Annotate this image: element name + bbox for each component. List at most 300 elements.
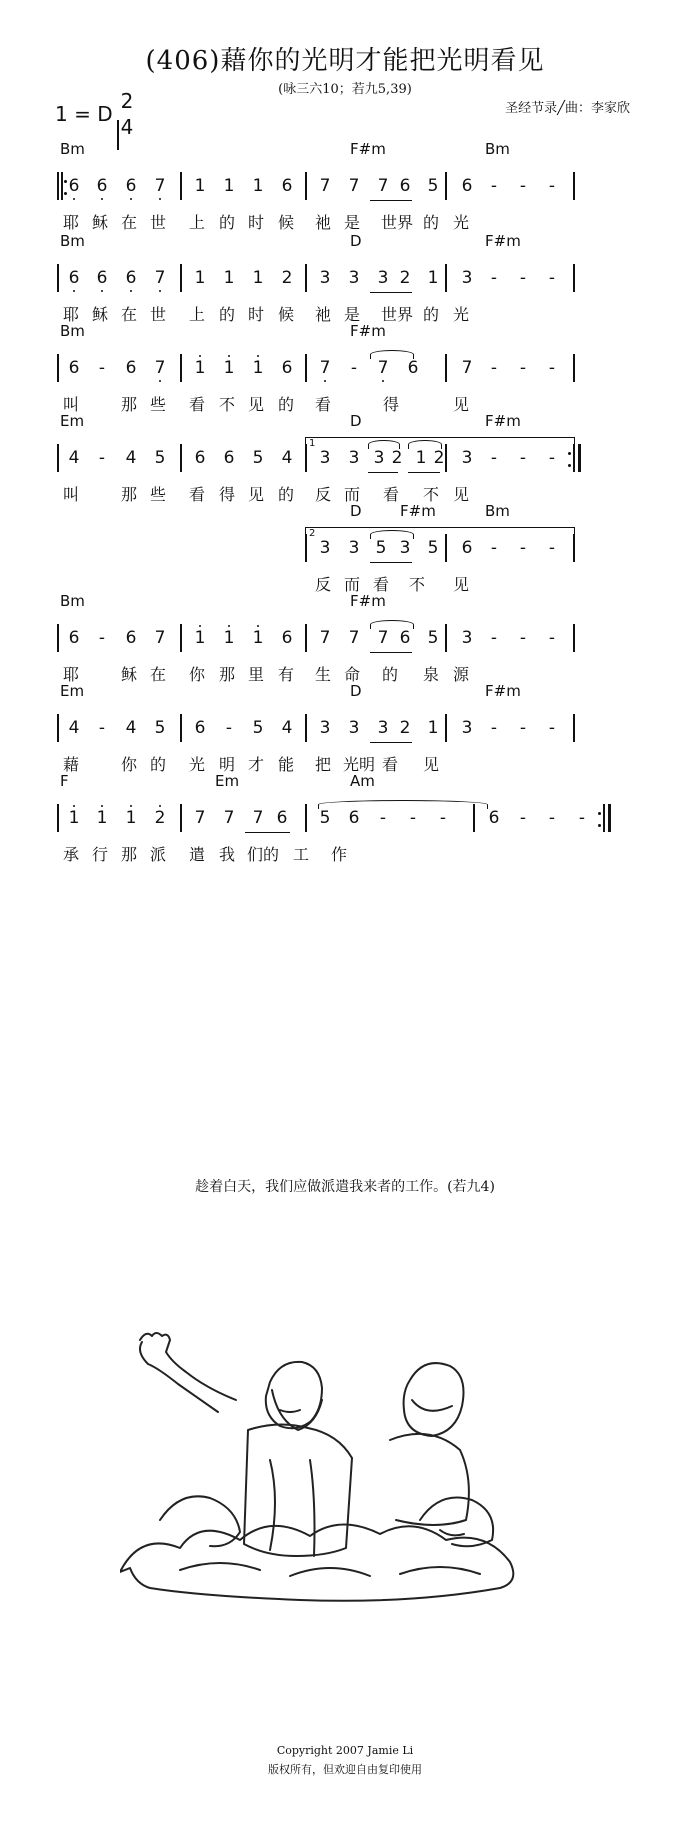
chord-symbol: Bm xyxy=(60,140,85,158)
lyric-syllable: 看 xyxy=(381,755,398,774)
preaching-figures-drawing xyxy=(120,1320,560,1610)
lyric-syllable: 看 xyxy=(314,395,331,414)
lyric-syllable: 世界 xyxy=(380,213,413,232)
beam-underline xyxy=(370,562,412,563)
note: 5 xyxy=(427,538,439,558)
tie-slur xyxy=(318,800,488,809)
note: 4 xyxy=(125,718,137,738)
lyric-syllable: 些 xyxy=(149,395,166,414)
sustain-dash: - xyxy=(548,628,556,648)
note: 7 xyxy=(348,628,360,648)
lyric-syllable: 有 xyxy=(277,665,294,684)
note: 3 xyxy=(319,538,331,558)
note: 2 xyxy=(399,268,411,288)
note: 1 xyxy=(252,268,264,288)
sustain-dash: - xyxy=(379,808,387,828)
note: 6 xyxy=(399,628,411,648)
bar-line xyxy=(57,444,59,472)
bar-line xyxy=(305,444,307,472)
note: 6 xyxy=(67,176,81,196)
note: 6 xyxy=(223,448,235,468)
note: 7 xyxy=(318,358,332,378)
bar-line xyxy=(305,354,307,382)
volta-bracket xyxy=(305,527,575,538)
bar-line xyxy=(573,264,575,292)
copyright-notice: 版权所有，但欢迎自由复印使用 xyxy=(268,1763,422,1776)
bar-line xyxy=(445,172,447,200)
bar-line xyxy=(573,172,575,200)
bar-line xyxy=(305,264,307,292)
note: 4 xyxy=(125,448,137,468)
time-signature xyxy=(115,88,139,140)
chord-symbol: D xyxy=(350,232,362,250)
music-system xyxy=(0,140,690,240)
music-system xyxy=(0,502,690,602)
lyric-syllable: 而 xyxy=(343,575,360,594)
chord-symbol: Bm xyxy=(485,140,510,158)
lyric-syllable: 看 xyxy=(382,485,399,504)
note: 3 xyxy=(348,448,360,468)
note: 1 xyxy=(223,176,235,196)
music-system xyxy=(0,592,690,692)
note: 3 xyxy=(461,448,473,468)
chord-symbol: Em xyxy=(60,412,85,430)
music-system xyxy=(0,682,690,782)
note: 3 xyxy=(319,268,331,288)
repeat-dot xyxy=(64,192,67,195)
bar-line xyxy=(603,804,605,832)
note: 3 xyxy=(319,718,331,738)
lyric-syllable: 见 xyxy=(247,485,264,504)
note: 6 xyxy=(407,358,419,378)
lyric-syllable: 源 xyxy=(452,665,469,684)
bar-line xyxy=(573,354,575,382)
lyric-syllable: 才 xyxy=(247,755,264,774)
sustain-dash: - xyxy=(519,718,527,738)
note: 3 xyxy=(348,268,360,288)
lyric-syllable: 看 xyxy=(372,575,389,594)
chord-symbol: F xyxy=(60,772,69,790)
bar-line xyxy=(57,172,59,200)
lyric-syllable: 不 xyxy=(408,575,425,594)
bar-line xyxy=(180,714,182,742)
music-system xyxy=(0,772,690,872)
note: 7 xyxy=(319,176,331,196)
bar-line xyxy=(445,444,447,472)
copyright-line: Copyright 2007 Jamie Li xyxy=(276,1744,414,1757)
chord-symbol: Bm xyxy=(485,502,510,520)
beam-underline xyxy=(368,472,398,473)
lyric-syllable: 祂 xyxy=(314,305,331,324)
bar-line xyxy=(180,624,182,652)
volta-bracket xyxy=(305,437,575,448)
lyric-syllable: 耶 xyxy=(62,665,79,684)
lyric-syllable: 藉 xyxy=(62,755,79,774)
chord-symbol: Am xyxy=(350,772,375,790)
lyric-syllable: 见 xyxy=(452,395,469,414)
song-title: (406)藉你的光明才能把光明看见 xyxy=(145,46,545,76)
note: 3 xyxy=(461,268,473,288)
lyric-syllable: 的 xyxy=(277,485,294,504)
note: 6 xyxy=(95,176,109,196)
note: 6 xyxy=(488,808,500,828)
lyric-syllable: 些 xyxy=(149,485,166,504)
note: 1 xyxy=(193,358,207,378)
sustain-dash: - xyxy=(490,268,498,288)
note: 6 xyxy=(68,358,80,378)
repeat-dot xyxy=(64,180,67,183)
lyric-syllable: 在 xyxy=(120,213,137,232)
sustain-dash: - xyxy=(548,718,556,738)
bar-line xyxy=(180,264,182,292)
lyric-syllable: 的 xyxy=(149,755,166,774)
bar-line xyxy=(573,444,575,472)
tie-slur xyxy=(370,350,414,359)
sustain-dash: - xyxy=(490,176,498,196)
sustain-dash: - xyxy=(519,176,527,196)
bar-line xyxy=(180,444,182,472)
volta-number: 1 xyxy=(309,438,316,449)
lyric-syllable: 见 xyxy=(452,485,469,504)
note: 6 xyxy=(281,176,293,196)
sustain-dash: - xyxy=(490,448,498,468)
bar-line xyxy=(57,714,59,742)
note: 1 xyxy=(427,268,439,288)
lyric-syllable: 不 xyxy=(422,485,439,504)
note: 5 xyxy=(252,718,264,738)
note: 1 xyxy=(67,808,81,828)
repeat-end-thick xyxy=(608,804,611,832)
bar-line xyxy=(445,714,447,742)
note: 1 xyxy=(251,628,265,648)
note: 6 xyxy=(194,448,206,468)
note: 7 xyxy=(153,176,167,196)
sustain-dash: - xyxy=(490,538,498,558)
note: 1 xyxy=(222,358,236,378)
lyric-syllable: 我 xyxy=(218,845,235,864)
note: 7 xyxy=(376,358,390,378)
note: 1 xyxy=(124,808,138,828)
bar-line xyxy=(445,354,447,382)
note: 7 xyxy=(252,808,264,828)
bar-line xyxy=(180,804,182,832)
sustain-dash: - xyxy=(409,808,417,828)
bar-line xyxy=(57,624,59,652)
sustain-dash: - xyxy=(548,268,556,288)
lyric-syllable: 看 xyxy=(188,395,205,414)
sustain-dash: - xyxy=(519,268,527,288)
beam-underline xyxy=(245,832,290,833)
lyric-syllable: 耶 xyxy=(62,213,79,232)
note: 6 xyxy=(348,808,360,828)
sustain-dash: - xyxy=(519,538,527,558)
note: 4 xyxy=(281,448,293,468)
bar-line xyxy=(57,354,59,382)
bar-line xyxy=(445,264,447,292)
bar-line xyxy=(445,624,447,652)
time-bottom: 4 xyxy=(120,115,134,139)
lyric-syllable: 见 xyxy=(422,755,439,774)
lyric-syllable: 派 xyxy=(149,845,166,864)
lyric-syllable: 能 xyxy=(277,755,294,774)
repeat-dot xyxy=(568,464,571,467)
note: 3 xyxy=(461,718,473,738)
lyric-syllable: 世 xyxy=(149,213,166,232)
note: 3 xyxy=(348,538,360,558)
note: 6 xyxy=(95,268,109,288)
volta-number: 2 xyxy=(309,528,316,539)
sustain-dash: - xyxy=(548,808,556,828)
chord-symbol: Bm xyxy=(60,592,85,610)
lyric-syllable: 行 xyxy=(91,845,108,864)
chord-symbol: F#m xyxy=(485,412,521,430)
note: 7 xyxy=(461,358,473,378)
lyric-syllable: 生 xyxy=(314,665,331,684)
note: 7 xyxy=(153,358,167,378)
repeat-end-thick xyxy=(578,444,581,472)
note: 1 xyxy=(222,628,236,648)
note: 1 xyxy=(415,448,427,468)
note: 7 xyxy=(223,808,235,828)
lyric-syllable: 叫 xyxy=(62,395,79,414)
lyric-syllable: 那 xyxy=(120,395,137,414)
lyric-syllable: 你 xyxy=(120,755,137,774)
lyric-syllable: 工 xyxy=(292,845,309,864)
note: 7 xyxy=(153,268,167,288)
lyric-syllable: 光明 xyxy=(342,755,375,774)
note: 3 xyxy=(373,448,385,468)
note: 4 xyxy=(68,718,80,738)
sustain-dash: - xyxy=(98,358,106,378)
note: 1 xyxy=(252,176,264,196)
bar-line xyxy=(57,804,59,832)
note: 5 xyxy=(154,448,166,468)
sustain-dash: - xyxy=(490,628,498,648)
lyric-syllable: 明 xyxy=(218,755,235,774)
note: 7 xyxy=(377,176,389,196)
note: 3 xyxy=(319,448,331,468)
bar-line xyxy=(305,624,307,652)
time-top: 2 xyxy=(120,89,134,113)
chord-symbol: D xyxy=(350,502,362,520)
note: 7 xyxy=(194,808,206,828)
note: 7 xyxy=(154,628,166,648)
note: 5 xyxy=(375,538,387,558)
lyric-syllable: 是 xyxy=(343,213,360,232)
lyric-syllable: 反 xyxy=(314,575,331,594)
lyric-syllable: 光 xyxy=(452,213,469,232)
note: 6 xyxy=(194,718,206,738)
note: 6 xyxy=(276,808,288,828)
sustain-dash: - xyxy=(548,358,556,378)
note: 2 xyxy=(391,448,403,468)
lyric-syllable: 看 xyxy=(188,485,205,504)
note: 2 xyxy=(433,448,445,468)
lyric-syllable: 在 xyxy=(149,665,166,684)
repeat-dot xyxy=(598,812,601,815)
sustain-dash: - xyxy=(225,718,233,738)
note: 4 xyxy=(281,718,293,738)
note: 2 xyxy=(399,718,411,738)
note: 6 xyxy=(68,628,80,648)
bar-line xyxy=(180,172,182,200)
note: 3 xyxy=(399,538,411,558)
note: 4 xyxy=(68,448,80,468)
note: 6 xyxy=(281,358,293,378)
bar-line xyxy=(305,172,307,200)
lyric-syllable: 那 xyxy=(218,665,235,684)
lyric-syllable: 的 xyxy=(422,213,439,232)
note: 5 xyxy=(252,448,264,468)
lyric-syllable: 的 xyxy=(218,305,235,324)
scripture-reference: (咏三六10；若九5,39) xyxy=(278,82,412,97)
bar-line xyxy=(305,534,307,562)
lyric-syllable: 在 xyxy=(120,305,137,324)
lyric-syllable: 把 xyxy=(314,755,331,774)
lyric-syllable: 候 xyxy=(277,305,294,324)
note: 6 xyxy=(461,176,473,196)
note: 6 xyxy=(281,628,293,648)
lyric-syllable: 的 xyxy=(422,305,439,324)
lyric-syllable: 得 xyxy=(382,395,399,414)
sustain-dash: - xyxy=(490,718,498,738)
note: 1 xyxy=(193,628,207,648)
lyric-syllable: 的 xyxy=(277,395,294,414)
music-system xyxy=(0,412,690,512)
key-signature: 1 = D xyxy=(55,102,113,126)
note: 3 xyxy=(461,628,473,648)
lyric-syllable: 反 xyxy=(314,485,331,504)
note: 3 xyxy=(377,268,389,288)
lyric-syllable: 们的 xyxy=(246,845,279,864)
note: 6 xyxy=(67,268,81,288)
lyric-syllable: 是 xyxy=(343,305,360,324)
verse-quote: 趁着白天，我们应做派遣我来者的工作。(若九4) xyxy=(195,1179,495,1195)
lyric-syllable: 那 xyxy=(120,485,137,504)
note: 1 xyxy=(427,718,439,738)
lyric-syllable: 作 xyxy=(330,845,347,864)
chord-symbol: D xyxy=(350,412,362,430)
lyric-syllable: 不 xyxy=(218,395,235,414)
note: 7 xyxy=(348,176,360,196)
note: 6 xyxy=(125,358,137,378)
chord-symbol: Em xyxy=(215,772,240,790)
chord-symbol: F#m xyxy=(400,502,436,520)
composer-credit: 圣经节录╱曲：李家欣 xyxy=(505,101,630,116)
chord-symbol: Em xyxy=(60,682,85,700)
lyric-syllable: 的 xyxy=(218,213,235,232)
bar-line xyxy=(573,714,575,742)
lyric-syllable: 上 xyxy=(188,305,205,324)
bar-line xyxy=(573,624,575,652)
note: 7 xyxy=(319,628,331,648)
sustain-dash: - xyxy=(548,176,556,196)
lyric-syllable: 见 xyxy=(452,575,469,594)
tie-slur xyxy=(370,620,414,629)
note: 1 xyxy=(95,808,109,828)
lyric-syllable: 光 xyxy=(188,755,205,774)
lyric-syllable: 时 xyxy=(247,305,264,324)
chord-symbol: F#m xyxy=(485,682,521,700)
sustain-dash: - xyxy=(548,538,556,558)
beam-underline xyxy=(370,200,412,201)
note: 1 xyxy=(194,176,206,196)
lyric-syllable: 那 xyxy=(120,845,137,864)
lyric-syllable: 世界 xyxy=(380,305,413,324)
chord-symbol: F#m xyxy=(350,592,386,610)
sustain-dash: - xyxy=(519,628,527,648)
sustain-dash: - xyxy=(548,448,556,468)
lyric-syllable: 而 xyxy=(343,485,360,504)
note: 5 xyxy=(319,808,331,828)
music-system xyxy=(0,232,690,332)
sustain-dash: - xyxy=(98,718,106,738)
sustain-dash: - xyxy=(519,808,527,828)
note: 7 xyxy=(377,628,389,648)
bar-line xyxy=(57,264,59,292)
repeat-dot xyxy=(598,824,601,827)
sustain-dash: - xyxy=(490,358,498,378)
sustain-dash: - xyxy=(98,448,106,468)
beam-underline xyxy=(408,472,440,473)
note: 6 xyxy=(124,268,138,288)
sustain-dash: - xyxy=(98,628,106,648)
repeat-start-thin xyxy=(61,172,63,200)
bar-line xyxy=(180,354,182,382)
chord-symbol: F#m xyxy=(485,232,521,250)
lyric-syllable: 光 xyxy=(452,305,469,324)
lyric-syllable: 的 xyxy=(381,665,398,684)
lyric-syllable: 耶 xyxy=(62,305,79,324)
chord-symbol: Bm xyxy=(60,232,85,250)
bar-line xyxy=(305,714,307,742)
note: 2 xyxy=(281,268,293,288)
lyric-syllable: 命 xyxy=(343,665,360,684)
note: 6 xyxy=(461,538,473,558)
beam-underline xyxy=(370,652,412,653)
chord-symbol: F#m xyxy=(350,140,386,158)
lyric-syllable: 里 xyxy=(247,665,264,684)
note: 1 xyxy=(194,268,206,288)
sustain-dash: - xyxy=(439,808,447,828)
note: 5 xyxy=(154,718,166,738)
chord-symbol: D xyxy=(350,682,362,700)
chord-symbol: Bm xyxy=(60,322,85,340)
lyric-syllable: 承 xyxy=(62,845,79,864)
note: 3 xyxy=(348,718,360,738)
note: 6 xyxy=(124,176,138,196)
bar-line xyxy=(573,534,575,562)
lyric-syllable: 你 xyxy=(188,665,205,684)
repeat-dot xyxy=(568,452,571,455)
lyric-syllable: 稣 xyxy=(91,213,108,232)
lyric-syllable: 祂 xyxy=(314,213,331,232)
lyric-syllable: 稣 xyxy=(120,665,137,684)
note: 5 xyxy=(427,628,439,648)
lyric-syllable: 叫 xyxy=(62,485,79,504)
note: 5 xyxy=(427,176,439,196)
lyric-syllable: 上 xyxy=(188,213,205,232)
bar-line xyxy=(305,804,307,832)
lyric-syllable: 见 xyxy=(247,395,264,414)
beam-underline xyxy=(370,742,412,743)
lyric-syllable: 候 xyxy=(277,213,294,232)
lyric-syllable: 时 xyxy=(247,213,264,232)
sustain-dash: - xyxy=(578,808,586,828)
note: 2 xyxy=(153,808,167,828)
lyric-syllable: 泉 xyxy=(422,665,439,684)
lyric-syllable: 稣 xyxy=(91,305,108,324)
